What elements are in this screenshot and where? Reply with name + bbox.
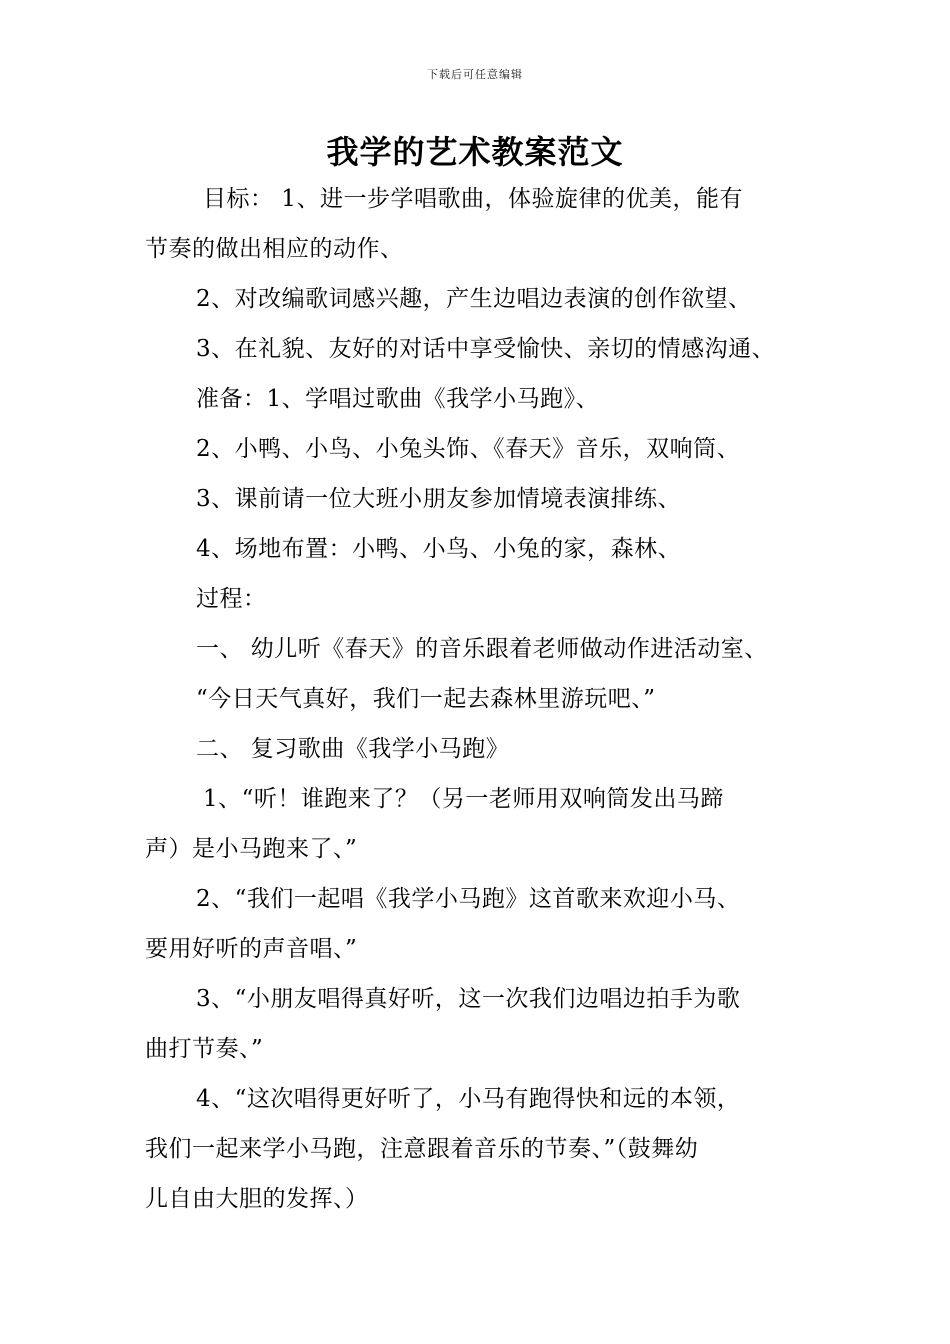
document-title: 我学的艺术教案范文 xyxy=(326,133,624,171)
body-line: 1、“听！谁跑来了？（另一老师用双响筒发出马蹄 xyxy=(203,786,724,812)
body-line: 曲打节奏、” xyxy=(145,1036,264,1062)
body-line: 目标： 1、进一步学唱歌曲，体验旋律的优美，能有 xyxy=(203,186,743,212)
body-line: 准备：1、学唱过歌曲《我学小马跑》、 xyxy=(196,386,600,412)
body-line: 节奏的做出相应的动作、 xyxy=(145,236,404,262)
body-line: 3、“小朋友唱得真好听，这一次我们边唱边拍手为歌 xyxy=(196,986,741,1012)
body-line: 二、 复习歌曲《我学小马跑》 xyxy=(196,736,510,762)
body-line: 2、小鸭、小鸟、小兔头饰、《春天》音乐，双响筒、 xyxy=(196,436,741,462)
body-line: 2、“我们一起唱《我学小马跑》这首歌来欢迎小马、 xyxy=(196,886,741,912)
body-line: 3、课前请一位大班小朋友参加情境表演排练、 xyxy=(196,486,682,512)
body-line: 我们一起来学小马跑，注意跟着音乐的节奏、”（鼓舞幼 xyxy=(145,1136,699,1162)
body-line: 2、对改编歌词感兴趣，产生边唱边表演的创作欲望、 xyxy=(196,286,752,312)
header-note: 下载后可任意编辑 xyxy=(427,68,523,81)
body-line: 儿自由大胆的发挥、） xyxy=(145,1186,369,1212)
body-line: 要用好听的声音唱、” xyxy=(145,936,358,962)
body-line: “今日天气真好，我们一起去森林里游玩吧、” xyxy=(196,686,656,712)
body-line: 一、 幼儿听《春天》的音乐跟着老师做动作进活动室、 xyxy=(196,636,768,662)
body-line: 4、场地布置：小鸭、小鸟、小兔的家，森林、 xyxy=(196,536,682,562)
body-line: 声）是小马跑来了、” xyxy=(145,836,358,862)
body-line: 4、“这次唱得更好听了，小马有跑得快和远的本领， xyxy=(196,1086,741,1112)
body-line: 过程： xyxy=(196,586,267,612)
body-line: 3、在礼貌、友好的对话中享受愉快、亲切的情感沟通、 xyxy=(196,336,776,362)
